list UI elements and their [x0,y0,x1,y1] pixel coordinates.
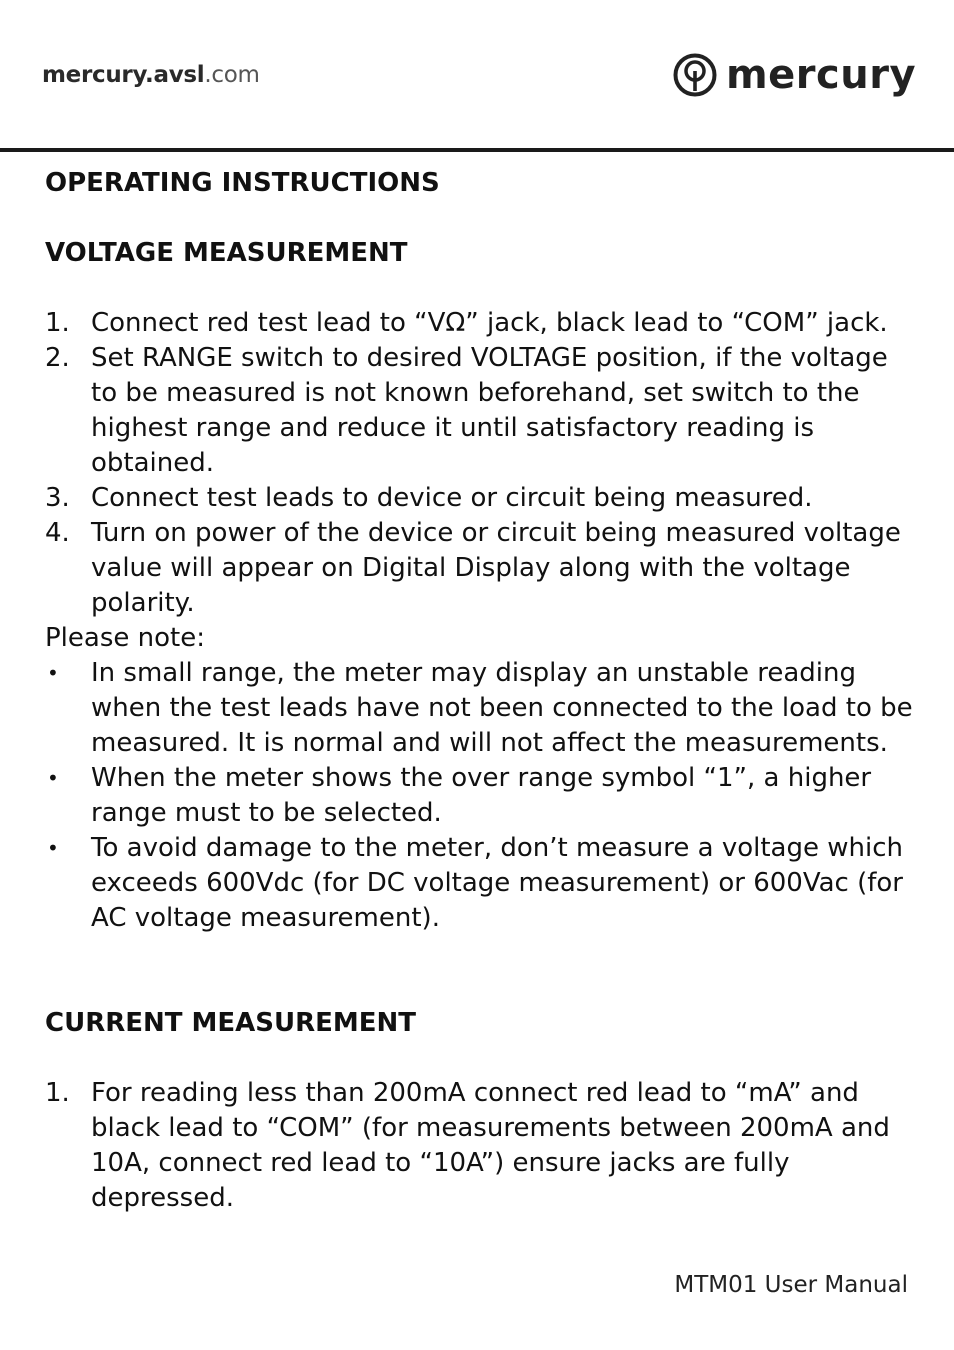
site-url[interactable] [42,62,260,88]
step-text: For reading less than 200mA connect red lead to “mA” and black lead to “COM” (for measurements between 200mA and 10A, connect red lead to “10A”) ensure jacks are fully depressed. [91,1078,890,1213]
voltage-notes-list [45,656,915,936]
header-divider [0,148,954,152]
list-item [45,306,915,341]
current-steps-list [45,1076,915,1216]
page-header [0,0,954,150]
site-url-domain: mercury.avsl [42,62,205,88]
brand-logo [672,50,916,100]
operating-instructions-heading: OPERATING INSTRUCTIONS [45,168,440,198]
list-item [45,656,915,761]
note-text: In small range, the meter may display an unstable reading when the test leads have not been connected to the load to be measured. It is normal and will not affect the measurements. [91,658,913,758]
step-number: 4. [45,518,70,548]
step-text: Connect red test lead to “VΩ” jack, black lead to “COM” jack. [91,308,888,338]
page-content [45,166,915,1216]
voltage-measurement-heading: VOLTAGE MEASUREMENT [45,238,408,268]
step-text: Connect test leads to device or circuit being measured. [91,483,813,513]
list-item [45,761,915,831]
note-text: To avoid damage to the meter, don’t measure a voltage which exceeds 600Vdc (for DC voltage measurement) or 600Vac (for AC voltage measurement). [91,833,903,933]
mercury-logo-icon [672,52,718,98]
logo-wordmark: mercury [726,52,917,98]
site-url-tld: .com [204,62,260,88]
step-text: Turn on power of the device or circuit being measured voltage value will appear on Digital Display along with the voltage polarity. [91,518,901,618]
step-number: 3. [45,483,70,513]
voltage-steps-list [45,306,915,621]
bullet-icon: • [47,661,59,685]
step-number: 1. [45,1078,70,1108]
step-text: Set RANGE switch to desired VOLTAGE position, if the voltage to be measured is not known beforehand, set switch to the highest range and reduce it until satisfactory reading is obtained. [91,343,888,478]
bullet-icon: • [47,836,59,860]
step-number: 1. [45,308,70,338]
list-item [45,831,915,936]
list-item [45,341,915,481]
list-item [45,1076,915,1216]
step-number: 2. [45,343,70,373]
list-item [45,481,915,516]
list-item [45,516,915,621]
footer-manual-title: MTM01 User Manual [674,1272,908,1298]
bullet-icon: • [47,766,59,790]
note-text: When the meter shows the over range symbol “1”, a higher range must to be selected. [91,763,872,828]
please-note-label: Please note: [45,623,205,653]
current-measurement-heading: CURRENT MEASUREMENT [45,1008,417,1038]
